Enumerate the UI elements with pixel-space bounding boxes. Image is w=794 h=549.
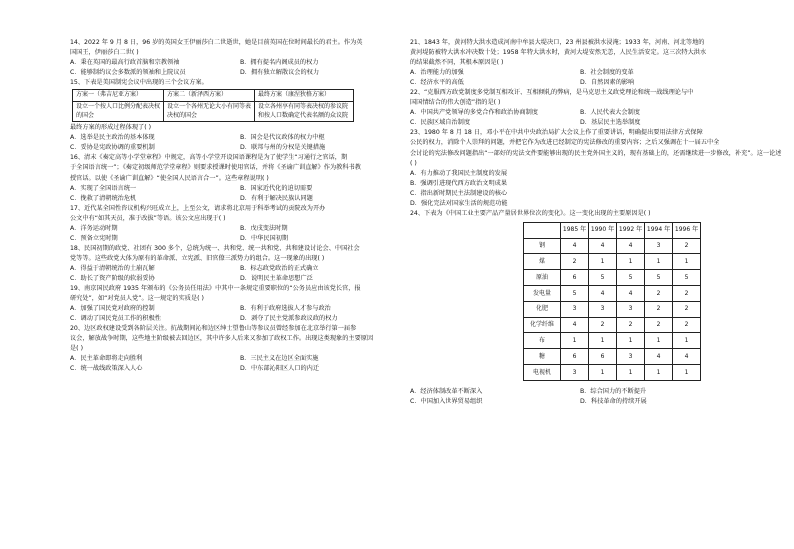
rank-cell: 3 (617, 301, 645, 317)
year-header: 1994 年 (645, 222, 673, 238)
question-stem: 最终方案的形成过程体现了( ) (70, 124, 152, 132)
option-c: C．经济水平的高低 (410, 79, 464, 87)
options (410, 387, 730, 407)
question-stem: 研究处”，如“对党员人党”。这一规定的实质是( ) (70, 295, 204, 303)
option-d: D．自然因素的影响 (580, 79, 635, 87)
option-a: A．中国共产党领导的多党合作和政治协商制度 (410, 109, 538, 117)
year-header: 1990 年 (589, 222, 617, 238)
question-stem: 21、1843 年，黄河特大洪水造成河南中牟县大堤决口，23 州县被洪水浸淹；1933 年，河南、河北等地的 (410, 39, 705, 46)
option-a: A．实现了全国语言统一 (70, 184, 137, 192)
ranking-table (523, 222, 701, 381)
question-16 (70, 153, 396, 203)
question-stem: 14、2022 年 9 月 8 日，96 岁的英国女王伊丽莎白二世逝世，她是目前英国在位时间最长的君主。作为英 (70, 39, 363, 46)
options (70, 224, 396, 244)
rank-cell: 4 (589, 286, 617, 302)
rank-cell: 4 (561, 238, 589, 254)
table-row (524, 286, 701, 302)
table-row (524, 270, 701, 286)
rank-cell: 1 (673, 333, 701, 349)
question-stem: 会讨论的宪法修改问题指出“一部好的宪法文件要能够出现的民主党外国主义的，现有基础上的，还需继续进一步修改，补充”。这一论述 (410, 149, 782, 157)
option-c: C．妥协是宪政协调的重要机制 (70, 144, 155, 152)
table-corner (524, 222, 561, 238)
question-17 (70, 204, 396, 244)
rank-cell: 1 (645, 333, 673, 349)
rank-cell: 6 (561, 349, 589, 365)
rank-cell: 5 (645, 270, 673, 286)
option-a: A．民主革命即将走向胜利 (70, 355, 143, 363)
product-name: 电视机 (524, 365, 561, 381)
rank-cell: 2 (645, 301, 673, 317)
product-name: 化学纤维 (524, 317, 561, 333)
option-b: B．社会制度的变革 (580, 69, 634, 77)
rank-cell: 3 (561, 301, 589, 317)
table-header: 方案二（新泽西方案） (164, 90, 255, 102)
rank-cell: 1 (589, 254, 617, 270)
year-header: 1996 年 (673, 222, 701, 238)
table-row (524, 254, 701, 270)
question-15 (70, 78, 396, 153)
option-c: C．调动了国民党员工作的积极性 (70, 315, 161, 323)
product-name: 化肥 (524, 301, 561, 317)
option-a: A．治理能力的加强 (410, 69, 464, 77)
question-stem: 是( ) (70, 345, 83, 353)
rank-cell: 2 (673, 301, 701, 317)
options (70, 184, 396, 204)
question-stem: 议会，解放战争时期，这些地主阶级被去回边区，其中许多人后来又参加了政权工作。出现这类现象的主要原因 (70, 335, 374, 343)
table-row (524, 301, 701, 317)
year-header: 1992 年 (617, 222, 645, 238)
rank-cell: 6 (589, 349, 617, 365)
question-stem: 公文中有“如其天员，准于改拔”等语。该公文应出现于( ) (70, 214, 226, 222)
option-c: C．能够制约议会多数派的领袖和上院议员 (70, 69, 186, 77)
option-a: A．秉在英国的最高行政首脑和宗教领袖 (70, 59, 180, 67)
rank-cell: 2 (589, 317, 617, 333)
option-d: D．基层民主选举制度 (580, 119, 641, 127)
question-stem: 国国王，伊丽莎白二世( ) (70, 49, 139, 57)
question-14 (70, 38, 396, 78)
option-b: B．人民代表大会制度 (580, 109, 640, 117)
options (70, 58, 396, 78)
rank-cell: 1 (617, 254, 645, 270)
option-c: C．助长了资产阶级的软弱妥协 (70, 275, 155, 282)
question-stem: 的结果截然不同，其根本原因是( ) (410, 59, 504, 67)
question-21 (410, 38, 730, 88)
option-d: D．说明民主革命思想广泛 (240, 275, 313, 282)
question-stem: 17、近代某全国性咨议机构兴旺成立上，上至公文，请求将北京用于科举考试的贡院改为开办 (70, 204, 326, 212)
option-b: B．标志政党政治的正式确立 (240, 264, 319, 272)
question-stem: 16、清末《奏定高等小学堂章程》中规定，高等小学堂开设国语课程是为了使学生“习通行之官话，期 (70, 154, 348, 162)
table-header: 最终方案（康涅狄格方案） (255, 90, 354, 102)
option-a: A．有力推动了我国民主制度的发展 (410, 169, 508, 177)
question-stem: 19、南京国民政府 1935 年颁布的《公务员任用法》中其中一条规定重要职位的“公务员应由该党长官，报 (70, 285, 361, 293)
product-name: 煤 (524, 254, 561, 270)
rank-cell: 3 (617, 349, 645, 365)
rank-cell: 4 (673, 349, 701, 365)
question-stem: 公民的权力，消除个人崇拜的问题，并把它作为改进已经制定的宪法修改的重要内容；之后又强调在十一届五中全 (410, 139, 720, 147)
rank-cell: 4 (617, 238, 645, 254)
table-header: 方案一（弗吉尼亚方案） (73, 90, 164, 102)
right-column (410, 38, 782, 407)
option-b: B．国家近代化的迫切需要 (240, 184, 313, 192)
table-row (524, 365, 701, 381)
option-b: B．强调引进现代西方政治文明成果 (410, 179, 508, 187)
option-c: C．统一战线政策深入人心 (70, 365, 143, 373)
rank-cell: 6 (561, 270, 589, 286)
option-a: A．选举是民主政治的基本体现 (70, 134, 155, 142)
question-23 (410, 128, 782, 208)
question-19 (70, 284, 396, 324)
options (410, 68, 730, 88)
question-stem: 22、“克服西方政党制度多党制互相攻讦、互相倾轧的弊病，是马克思主义政党理论和统一战线理论与中 (410, 89, 694, 97)
rank-cell: 3 (645, 238, 673, 254)
rank-cell: 5 (589, 270, 617, 286)
rank-cell: 2 (617, 317, 645, 333)
rank-cell: 4 (645, 349, 673, 365)
question-24 (410, 209, 730, 407)
options (70, 354, 396, 374)
rank-cell: 3 (589, 301, 617, 317)
rank-cell: 4 (617, 286, 645, 302)
rank-cell: 5 (561, 286, 589, 302)
product-name: 钢 (524, 238, 561, 254)
question-stem: 授官话。以使《圣谕广训直解》“使全国人民语言合一”。这些章程说明( ) (70, 174, 269, 182)
rank-cell: 4 (561, 317, 589, 333)
rank-cell: 2 (673, 317, 701, 333)
table-row (524, 333, 701, 349)
option-b: B．国会是代议政体的权力中枢 (240, 134, 325, 142)
rank-cell: 5 (617, 270, 645, 286)
question-stem: 20、边区政权建设受到各阶层关注。抗战期间沁和边区绅士望鲁山等参议员曾经参加在北京举行第一届参 (70, 325, 357, 333)
table-row (524, 317, 701, 333)
question-stem: ( ) (410, 159, 417, 167)
options (70, 264, 396, 284)
rank-cell: 2 (673, 286, 701, 302)
rank-cell: 3 (561, 365, 589, 381)
product-name: 布 (524, 333, 561, 349)
question-18 (70, 244, 396, 284)
option-c: C．指出新时期民主法制建设的核心 (410, 189, 508, 197)
option-d: D．拥有独立解散议会的权力 (240, 69, 320, 77)
option-b: B．戊戌变法时期 (240, 224, 288, 232)
option-d: D．科技革命的持续开展 (580, 397, 647, 405)
left-column (70, 38, 396, 374)
option-b: B．综合国力的不断提升 (580, 387, 647, 395)
option-a: A．加强了国民党对政府的控制 (70, 305, 155, 313)
option-d: D．有利于解决民族认同题 (240, 194, 313, 202)
question-stem: 国国情结合的伟大创造”指的是( ) (410, 99, 501, 107)
table-cell: 设立一个按人口比例分配表决权的国会 (73, 101, 164, 121)
option-c: C．预备立宪时期 (70, 234, 118, 242)
product-name: 发电量 (524, 286, 561, 302)
option-d: D．剥夺了民主党派参政议政的权力 (240, 315, 338, 323)
options (70, 133, 396, 153)
question-stem: 于全国语言统一”；《奏定初级师范学堂章程》则要求授课时使用官话，并将《圣谕广训直解》作为教科书教 (70, 164, 361, 172)
option-b: B．拥有提名内阁成员的权力 (240, 59, 319, 67)
table-row (524, 349, 701, 365)
question-20 (70, 324, 396, 374)
option-c: C．中国加入世界贸易组织 (410, 397, 483, 405)
rank-cell: 1 (617, 333, 645, 349)
question-stem: 24、下表为《中国工业主要产品产量居世界位次的变化》。这一变化出现的主要原因是( ) (410, 209, 651, 217)
option-a: A．得益于清朝统治的土崩瓦解 (70, 264, 155, 272)
question-stem: 18、民国初期的政党、社团有 300 多个，总统为统一、共和党、统一共和党、共和建设讨论会、中国社会 (70, 244, 360, 252)
rank-cell: 2 (561, 254, 589, 270)
plan-table (72, 89, 354, 122)
question-stem: 23、1980 年 8 月 18 日，邓小平在中共中央政治局扩大会议上作了重要讲话，明确提出要用法律方式保障 (410, 129, 703, 137)
product-name: 糖 (524, 349, 561, 365)
option-a: A．洋务运动时期 (70, 224, 118, 232)
rank-cell: 1 (617, 365, 645, 381)
option-d: D．联邦与州的分权是关键措施 (240, 144, 326, 152)
table-cell: 设立各州享有同等表决权的参议院和按人口数确定代表名额的众议院 (255, 101, 354, 121)
rank-cell: 1 (645, 365, 673, 381)
option-d: D．中东部沁阳区人口的内迁 (240, 365, 320, 373)
rank-cell: 1 (589, 333, 617, 349)
rank-cell: 5 (673, 270, 701, 286)
rank-cell: 2 (645, 317, 673, 333)
options (410, 108, 730, 128)
question-stem: 党等等。这些政党大体为原有的革命派、立宪派、旧官僚三派势力的组合。这一现象的出现( ) (70, 254, 325, 262)
question-stem: 黄河堤防被特大洪水冲决数十处；1958 年特大洪水时，黄河大堤安然无恙，人民生活安定。这三次特大洪水 (410, 49, 707, 57)
question-stem: 15、下表是美国制宪会议中出现的三个会议方案。 (70, 79, 208, 87)
option-a: A．经济体制改革不断深入 (410, 387, 483, 395)
option-b: B．三民主义在边区全面实施 (240, 355, 319, 363)
options (70, 304, 396, 324)
option-c: C．民族区域自治制度 (410, 119, 471, 127)
rank-cell: 2 (645, 286, 673, 302)
option-b: B．有利于政府选拔人才参与政治 (240, 305, 331, 313)
option-d: D．中华民国初期 (240, 234, 289, 242)
rank-cell: 1 (645, 254, 673, 270)
table-row (524, 238, 701, 254)
rank-cell: 2 (673, 238, 701, 254)
year-header: 1985 年 (561, 222, 589, 238)
rank-cell: 1 (673, 365, 701, 381)
rank-cell: 1 (561, 333, 589, 349)
option-d: D．强化完法对国家生活的规范功能 (410, 199, 508, 207)
rank-cell: 1 (589, 365, 617, 381)
rank-cell: 4 (589, 238, 617, 254)
product-name: 原油 (524, 270, 561, 286)
option-c: C．挽救了清朝统治危机 (70, 194, 137, 202)
rank-cell: 1 (673, 254, 701, 270)
table-cell: 设立一个各州无论大小有同等表决权的国会 (164, 101, 255, 121)
question-22 (410, 88, 730, 128)
